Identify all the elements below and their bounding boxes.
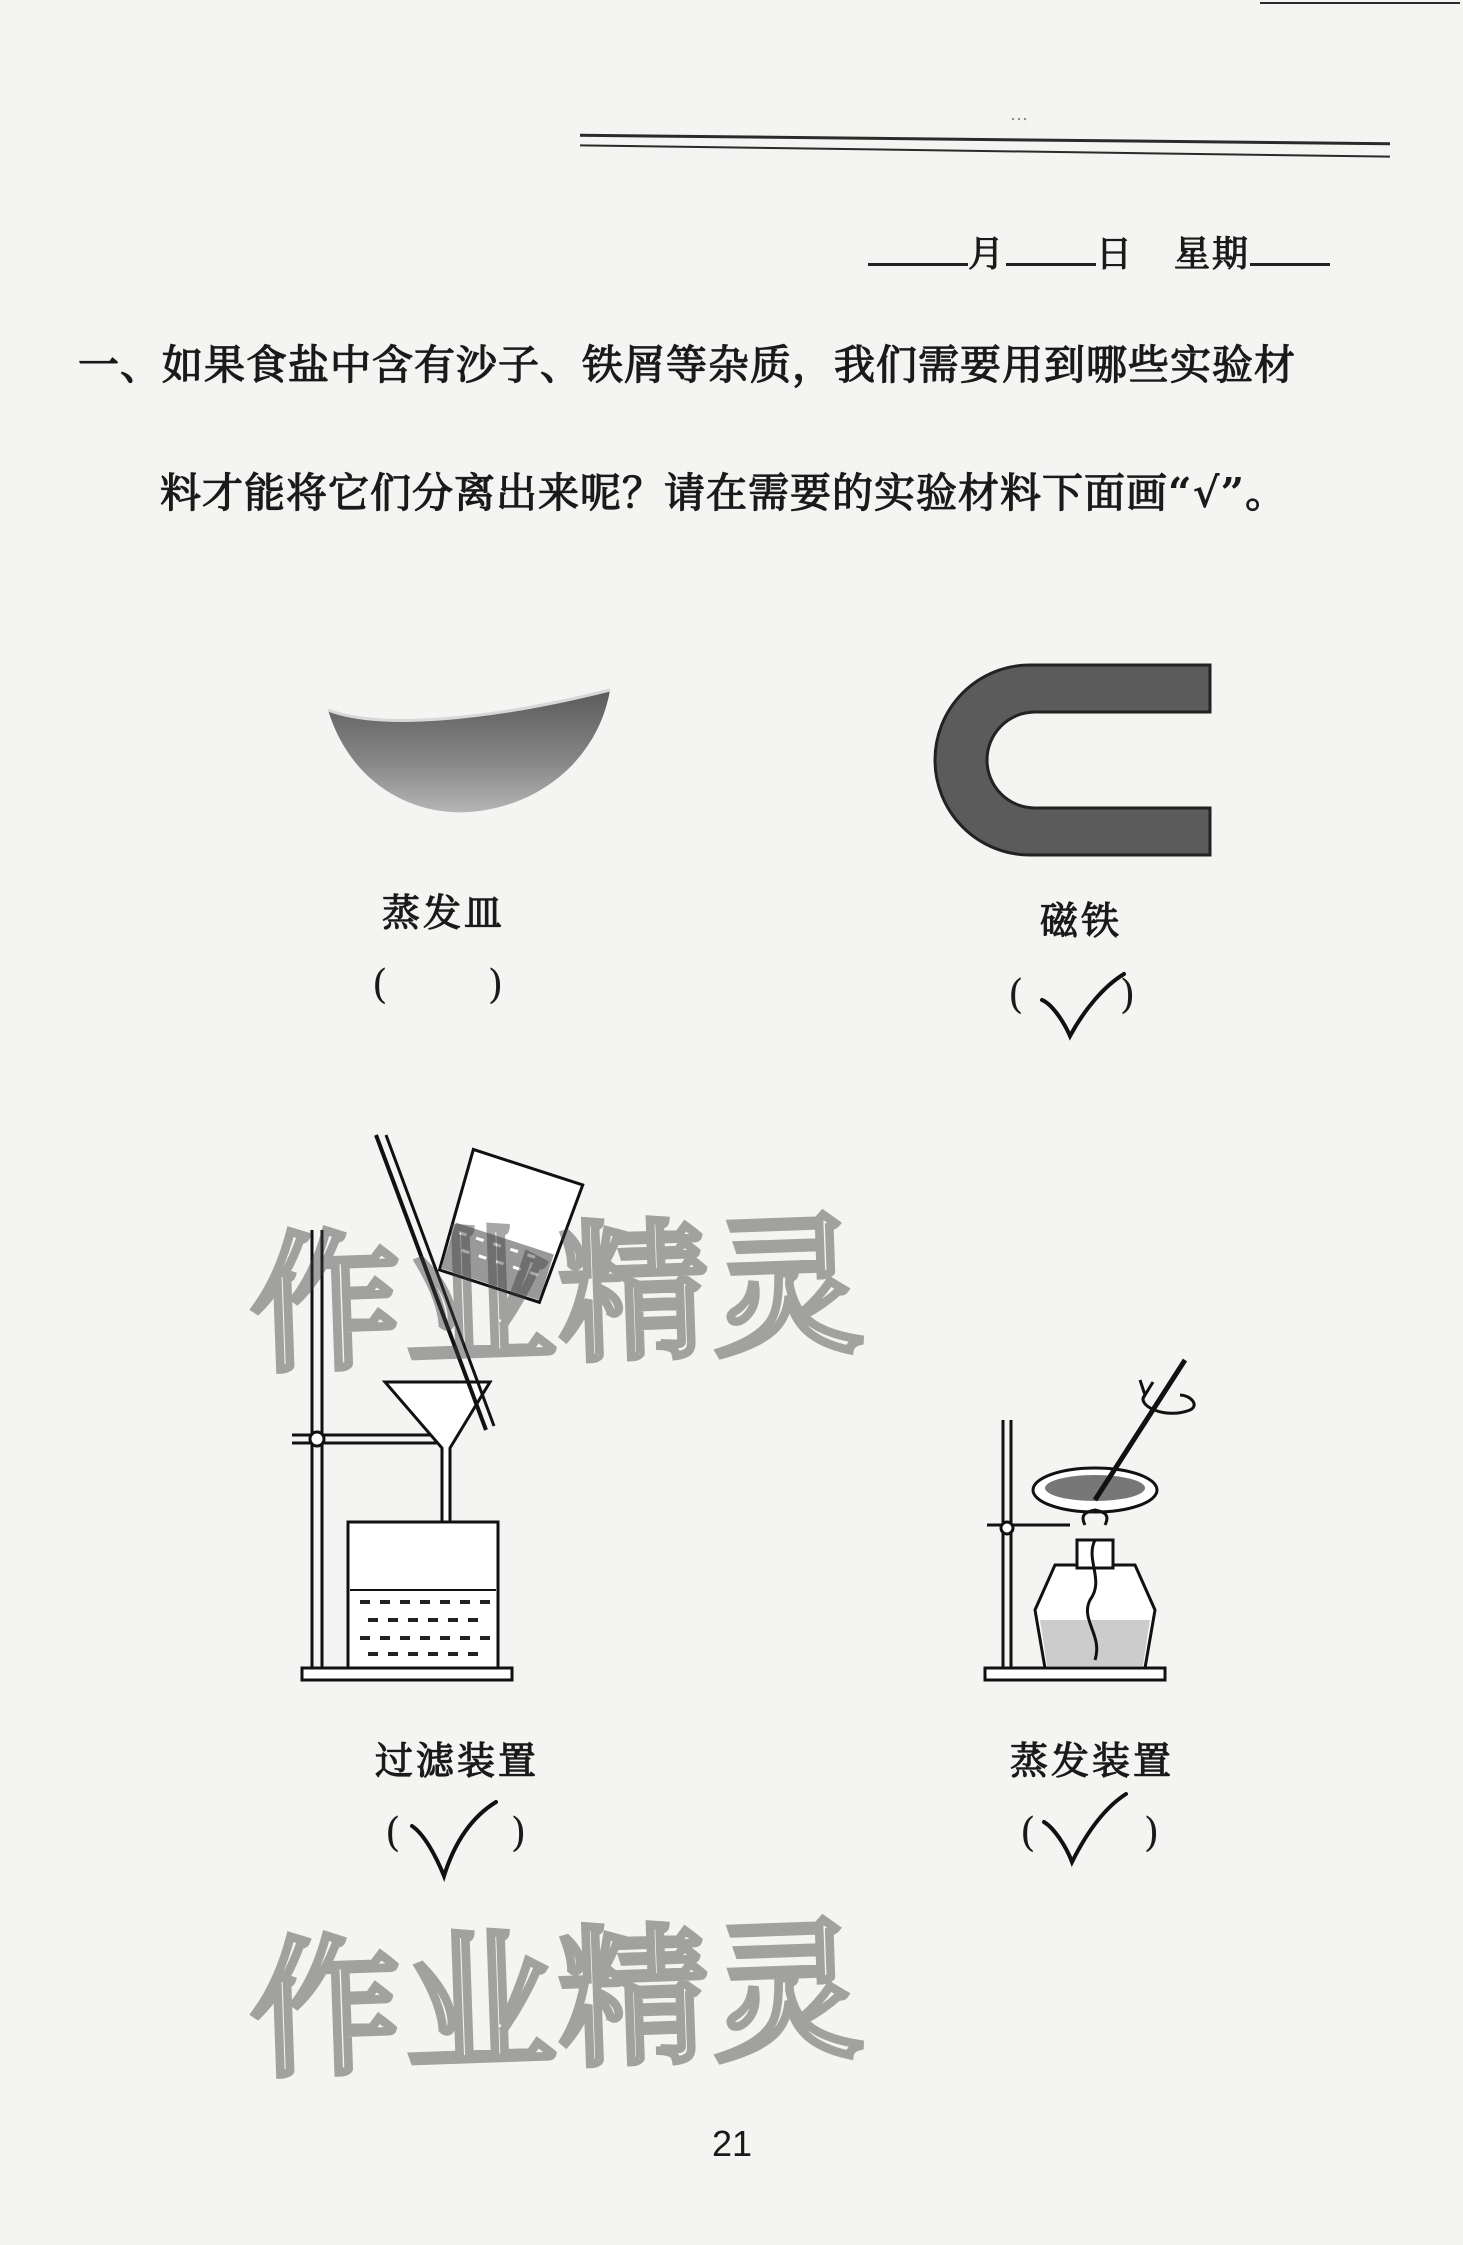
month-label: 月: [968, 233, 1007, 275]
corner-rule: [1260, 2, 1460, 4]
check-mark-icon: [410, 1800, 500, 1880]
question-number: 一、: [78, 341, 162, 389]
check-mark-icon: [1040, 1790, 1130, 1870]
header-top-text: …: [1010, 104, 1028, 125]
page-number: 21: [711, 2123, 753, 2164]
month-blank: [868, 229, 968, 266]
item-label-evaporating-dish: 蒸发皿: [382, 890, 506, 935]
answer-bracket-magnet[interactable]: ( ): [1008, 972, 1136, 1018]
day-label: 日: [1096, 233, 1135, 275]
weekday-blank: [1250, 229, 1330, 266]
item-label-evaporation-apparatus: 蒸发装置: [1010, 1738, 1175, 1783]
evaporation-apparatus-illustration: [985, 1350, 1245, 1690]
watermark-bottom: 作业精灵: [247, 1904, 870, 2100]
question-text-2: 料才能将它们分离出来呢？请在需要的实验材料下面画“√”。: [160, 469, 1288, 517]
header-rule-top: [580, 134, 1390, 145]
item-label-filtration-apparatus: 过滤装置: [375, 1738, 540, 1783]
weekday-label: 星期: [1174, 233, 1251, 275]
magnet-illustration: [920, 660, 1220, 860]
check-mark-icon: [1038, 972, 1128, 1042]
watermark-top: 作业精灵: [247, 1199, 870, 1395]
question-text-1: 如果食盐中含有沙子、铁屑等杂质，我们需要用到哪些实验材: [162, 341, 1296, 389]
answer-bracket-evaporation-apparatus[interactable]: ( ): [1020, 1810, 1160, 1856]
question-line-1: [78, 332, 1296, 391]
evaporating-dish-illustration: [320, 690, 620, 830]
item-label-magnet: 磁铁: [1040, 898, 1123, 943]
header-rule-bottom: [580, 144, 1390, 157]
question-line-2: [160, 460, 1287, 519]
date-line: [868, 226, 1330, 277]
answer-bracket-filtration-apparatus[interactable]: ( ): [385, 1810, 527, 1856]
answer-bracket-evaporating-dish: ( ): [372, 962, 504, 1008]
day-blank: [1006, 229, 1096, 266]
